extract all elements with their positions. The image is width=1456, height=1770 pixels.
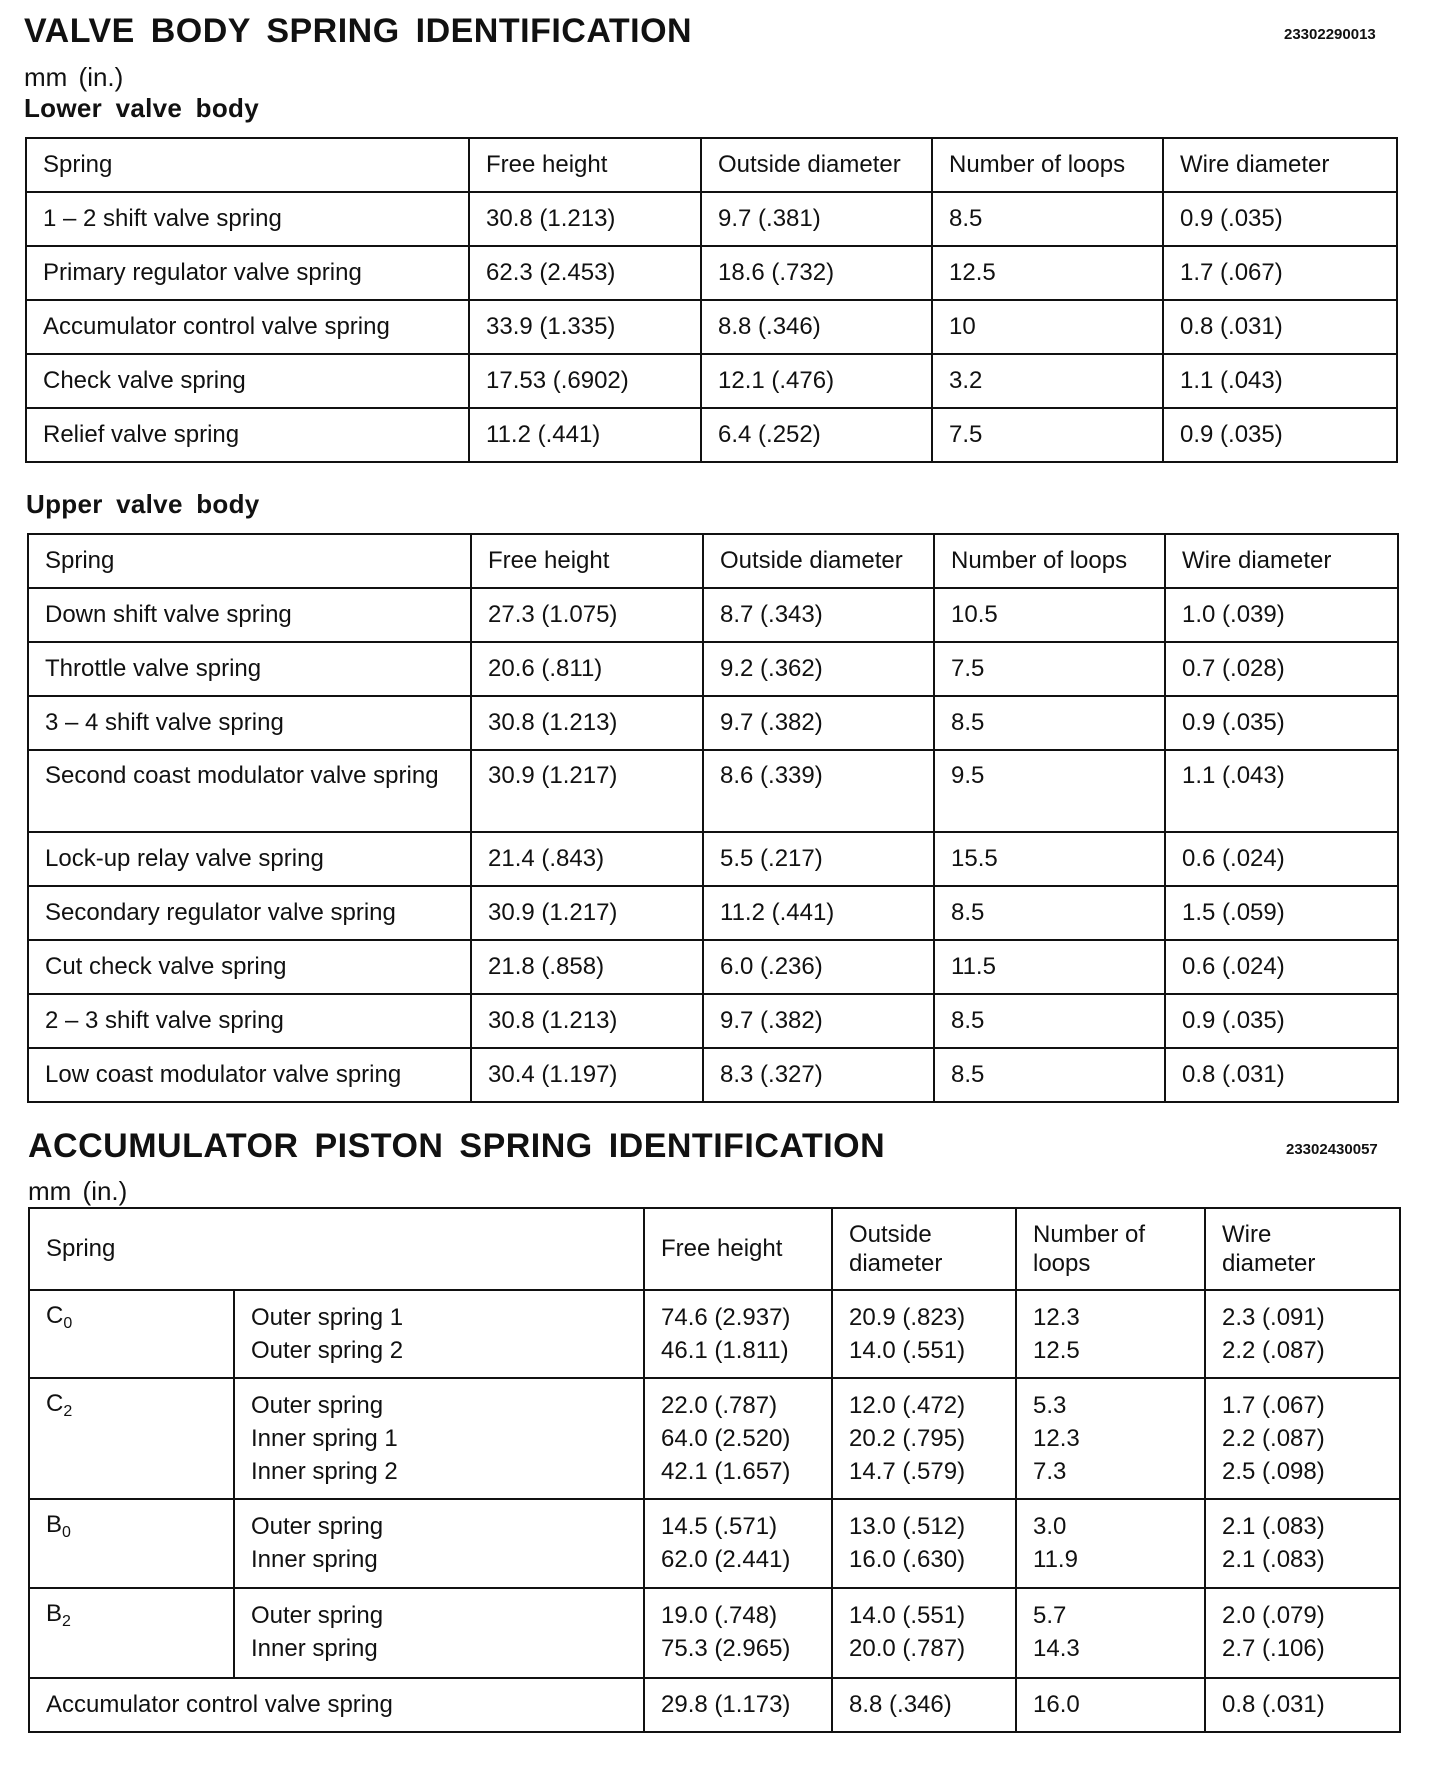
table-row bbox=[29, 1290, 1400, 1378]
col-wire-diameter: Wire diameter bbox=[1205, 1208, 1400, 1290]
cell-spring: Accumulator control valve spring bbox=[29, 1678, 644, 1732]
group-label: $C_0$ bbox=[29, 1290, 234, 1378]
accumulator-title: ACCUMULATOR PISTON SPRING IDENTIFICATION bbox=[28, 1127, 886, 1165]
cell-outside-diameter: 5.5 (.217) bbox=[703, 832, 934, 886]
table-row bbox=[29, 1378, 1400, 1499]
group-label: $B_0$ bbox=[29, 1499, 234, 1588]
cell-wire: 1.0 (.039) bbox=[1165, 588, 1398, 642]
cell-spring: Low coast modulator valve spring bbox=[28, 1048, 471, 1102]
col-spring: Spring bbox=[26, 138, 469, 192]
cell-loops: 8.5 bbox=[934, 696, 1165, 750]
cell-wire: 1.5 (.059) bbox=[1165, 886, 1398, 940]
table-row bbox=[26, 408, 1397, 462]
cell-wire: 0.8 (.031) bbox=[1165, 1048, 1398, 1102]
col-number-of-loops: Number of loops bbox=[932, 138, 1163, 192]
col-free-height: Free height bbox=[644, 1208, 832, 1290]
cell-spring: Throttle valve spring bbox=[28, 642, 471, 696]
valve-body-unit: mm (in.) bbox=[24, 62, 124, 92]
cell-loops: 16.0 bbox=[1016, 1678, 1205, 1732]
cell-wire: 2.1 (.083) 2.1 (.083) bbox=[1205, 1499, 1400, 1588]
accumulator-code: 23302430057 bbox=[1286, 1141, 1378, 1158]
cell-free-height: 22.0 (.787) 64.0 (2.520) 42.1 (1.657) bbox=[644, 1378, 832, 1499]
cell-free-height: 30.9 (1.217) bbox=[471, 886, 703, 940]
cell-wire: 2.3 (.091) 2.2 (.087) bbox=[1205, 1290, 1400, 1378]
table-row bbox=[28, 1048, 1398, 1102]
lower-valve-body-table bbox=[25, 137, 1398, 463]
cell-spring: Relief valve spring bbox=[26, 408, 469, 462]
cell-free-height: 30.8 (1.213) bbox=[471, 696, 703, 750]
table-row bbox=[28, 940, 1398, 994]
cell-free-height: 14.5 (.571) 62.0 (2.441) bbox=[644, 1499, 832, 1588]
cell-free-height: 62.3 (2.453) bbox=[469, 246, 701, 300]
cell-free-height: 19.0 (.748) 75.3 (2.965) bbox=[644, 1588, 832, 1678]
cell-loops: 7.5 bbox=[934, 642, 1165, 696]
table-row bbox=[28, 696, 1398, 750]
cell-spring: Outer spring Inner spring 1 Inner spring 2 bbox=[234, 1378, 644, 1499]
col-free-height: Free height bbox=[469, 138, 701, 192]
cell-free-height: 11.2 (.441) bbox=[469, 408, 701, 462]
cell-outside-diameter: 12.1 (.476) bbox=[701, 354, 932, 408]
col-number-of-loops: Number of loops bbox=[1016, 1208, 1205, 1290]
col-wire-diameter: Wire diameter bbox=[1163, 138, 1397, 192]
cell-loops: 5.3 12.3 7.3 bbox=[1016, 1378, 1205, 1499]
cell-loops: 5.7 14.3 bbox=[1016, 1588, 1205, 1678]
col-outside-diameter: Outside diameter bbox=[832, 1208, 1016, 1290]
cell-outside-diameter: 6.4 (.252) bbox=[701, 408, 932, 462]
cell-outside-diameter: 8.6 (.339) bbox=[703, 750, 934, 832]
cell-outside-diameter: 18.6 (.732) bbox=[701, 246, 932, 300]
cell-outside-diameter: 20.9 (.823) 14.0 (.551) bbox=[832, 1290, 1016, 1378]
cell-spring: Primary regulator valve spring bbox=[26, 246, 469, 300]
upper-valve-body-table bbox=[27, 533, 1399, 1103]
cell-outside-diameter: 12.0 (.472) 20.2 (.795) 14.7 (.579) bbox=[832, 1378, 1016, 1499]
upper-valve-body-heading: Upper valve body bbox=[26, 489, 260, 519]
cell-free-height: 27.3 (1.075) bbox=[471, 588, 703, 642]
cell-outside-diameter: 14.0 (.551) 20.0 (.787) bbox=[832, 1588, 1016, 1678]
cell-outside-diameter: 13.0 (.512) 16.0 (.630) bbox=[832, 1499, 1016, 1588]
table-row bbox=[29, 1588, 1400, 1678]
cell-outside-diameter: 8.7 (.343) bbox=[703, 588, 934, 642]
cell-outside-diameter: 6.0 (.236) bbox=[703, 940, 934, 994]
cell-spring: Secondary regulator valve spring bbox=[28, 886, 471, 940]
cell-wire: 0.6 (.024) bbox=[1165, 940, 1398, 994]
table-header-row bbox=[26, 138, 1397, 192]
table-row bbox=[26, 300, 1397, 354]
cell-outside-diameter: 9.7 (.382) bbox=[703, 994, 934, 1048]
lower-valve-body-heading: Lower valve body bbox=[24, 93, 259, 123]
cell-loops: 3.0 11.9 bbox=[1016, 1499, 1205, 1588]
cell-free-height: 20.6 (.811) bbox=[471, 642, 703, 696]
valve-body-title: VALVE BODY SPRING IDENTIFICATION bbox=[24, 12, 693, 50]
cell-loops: 10 bbox=[932, 300, 1163, 354]
table-row bbox=[29, 1678, 1400, 1732]
cell-spring: Outer spring 1 Outer spring 2 bbox=[234, 1290, 644, 1378]
cell-outside-diameter: 8.3 (.327) bbox=[703, 1048, 934, 1102]
cell-free-height: 74.6 (2.937) 46.1 (1.811) bbox=[644, 1290, 832, 1378]
cell-outside-diameter: 11.2 (.441) bbox=[703, 886, 934, 940]
table-row bbox=[28, 886, 1398, 940]
cell-loops: 9.5 bbox=[934, 750, 1165, 832]
cell-loops: 10.5 bbox=[934, 588, 1165, 642]
table-row bbox=[28, 642, 1398, 696]
cell-spring: Outer spring Inner spring bbox=[234, 1588, 644, 1678]
cell-outside-diameter: 9.7 (.382) bbox=[703, 696, 934, 750]
col-spring: Spring bbox=[28, 534, 471, 588]
valve-body-code: 23302290013 bbox=[1284, 26, 1376, 43]
cell-loops: 11.5 bbox=[934, 940, 1165, 994]
cell-loops: 8.5 bbox=[934, 886, 1165, 940]
table-row bbox=[29, 1499, 1400, 1588]
cell-loops: 15.5 bbox=[934, 832, 1165, 886]
cell-wire: 1.7 (.067) bbox=[1163, 246, 1397, 300]
cell-spring: Lock-up relay valve spring bbox=[28, 832, 471, 886]
cell-loops: 8.5 bbox=[934, 1048, 1165, 1102]
cell-free-height: 21.8 (.858) bbox=[471, 940, 703, 994]
cell-wire: 0.9 (.035) bbox=[1163, 192, 1397, 246]
col-spring: Spring bbox=[29, 1208, 644, 1290]
cell-free-height: 33.9 (1.335) bbox=[469, 300, 701, 354]
cell-spring: Accumulator control valve spring bbox=[26, 300, 469, 354]
cell-free-height: 30.8 (1.213) bbox=[471, 994, 703, 1048]
col-free-height: Free height bbox=[471, 534, 703, 588]
col-outside-diameter: Outside diameter bbox=[701, 138, 932, 192]
cell-free-height: 17.53 (.6902) bbox=[469, 354, 701, 408]
cell-loops: 8.5 bbox=[932, 192, 1163, 246]
cell-free-height: 30.8 (1.213) bbox=[469, 192, 701, 246]
cell-free-height: 21.4 (.843) bbox=[471, 832, 703, 886]
cell-spring: Cut check valve spring bbox=[28, 940, 471, 994]
cell-spring: 2 – 3 shift valve spring bbox=[28, 994, 471, 1048]
cell-wire: 1.7 (.067) 2.2 (.087) 2.5 (.098) bbox=[1205, 1378, 1400, 1499]
cell-wire: 0.9 (.035) bbox=[1163, 408, 1397, 462]
accumulator-table bbox=[28, 1207, 1401, 1733]
cell-spring: Second coast modulator valve spring bbox=[28, 750, 471, 832]
cell-wire: 0.8 (.031) bbox=[1205, 1678, 1400, 1732]
cell-free-height: 30.9 (1.217) bbox=[471, 750, 703, 832]
cell-spring: Outer spring Inner spring bbox=[234, 1499, 644, 1588]
table-row bbox=[28, 832, 1398, 886]
cell-wire: 0.9 (.035) bbox=[1165, 696, 1398, 750]
cell-outside-diameter: 9.7 (.381) bbox=[701, 192, 932, 246]
table-row bbox=[28, 588, 1398, 642]
accumulator-unit: mm (in.) bbox=[28, 1176, 128, 1206]
cell-wire: 0.8 (.031) bbox=[1163, 300, 1397, 354]
cell-wire: 1.1 (.043) bbox=[1163, 354, 1397, 408]
table-row bbox=[26, 246, 1397, 300]
cell-free-height: 29.8 (1.173) bbox=[644, 1678, 832, 1732]
cell-free-height: 30.4 (1.197) bbox=[471, 1048, 703, 1102]
cell-loops: 12.3 12.5 bbox=[1016, 1290, 1205, 1378]
cell-wire: 0.7 (.028) bbox=[1165, 642, 1398, 696]
cell-loops: 12.5 bbox=[932, 246, 1163, 300]
cell-outside-diameter: 9.2 (.362) bbox=[703, 642, 934, 696]
cell-loops: 8.5 bbox=[934, 994, 1165, 1048]
cell-outside-diameter: 8.8 (.346) bbox=[701, 300, 932, 354]
cell-loops: 7.5 bbox=[932, 408, 1163, 462]
table-row bbox=[26, 192, 1397, 246]
table-row bbox=[26, 354, 1397, 408]
group-label: $B_2$ bbox=[29, 1588, 234, 1678]
cell-wire: 0.9 (.035) bbox=[1165, 994, 1398, 1048]
col-number-of-loops: Number of loops bbox=[934, 534, 1165, 588]
cell-spring: 3 – 4 shift valve spring bbox=[28, 696, 471, 750]
cell-outside-diameter: 8.8 (.346) bbox=[832, 1678, 1016, 1732]
cell-wire: 1.1 (.043) bbox=[1165, 750, 1398, 832]
cell-loops: 3.2 bbox=[932, 354, 1163, 408]
cell-spring: Down shift valve spring bbox=[28, 588, 471, 642]
col-wire-diameter: Wire diameter bbox=[1165, 534, 1398, 588]
table-row bbox=[28, 750, 1398, 832]
cell-wire: 0.6 (.024) bbox=[1165, 832, 1398, 886]
table-row bbox=[28, 994, 1398, 1048]
group-label: $C_2$ bbox=[29, 1378, 234, 1499]
table-header-row bbox=[28, 534, 1398, 588]
col-outside-diameter: Outside diameter bbox=[703, 534, 934, 588]
cell-wire: 2.0 (.079) 2.7 (.106) bbox=[1205, 1588, 1400, 1678]
cell-spring: Check valve spring bbox=[26, 354, 469, 408]
cell-spring: 1 – 2 shift valve spring bbox=[26, 192, 469, 246]
table-header-row bbox=[29, 1208, 1400, 1290]
